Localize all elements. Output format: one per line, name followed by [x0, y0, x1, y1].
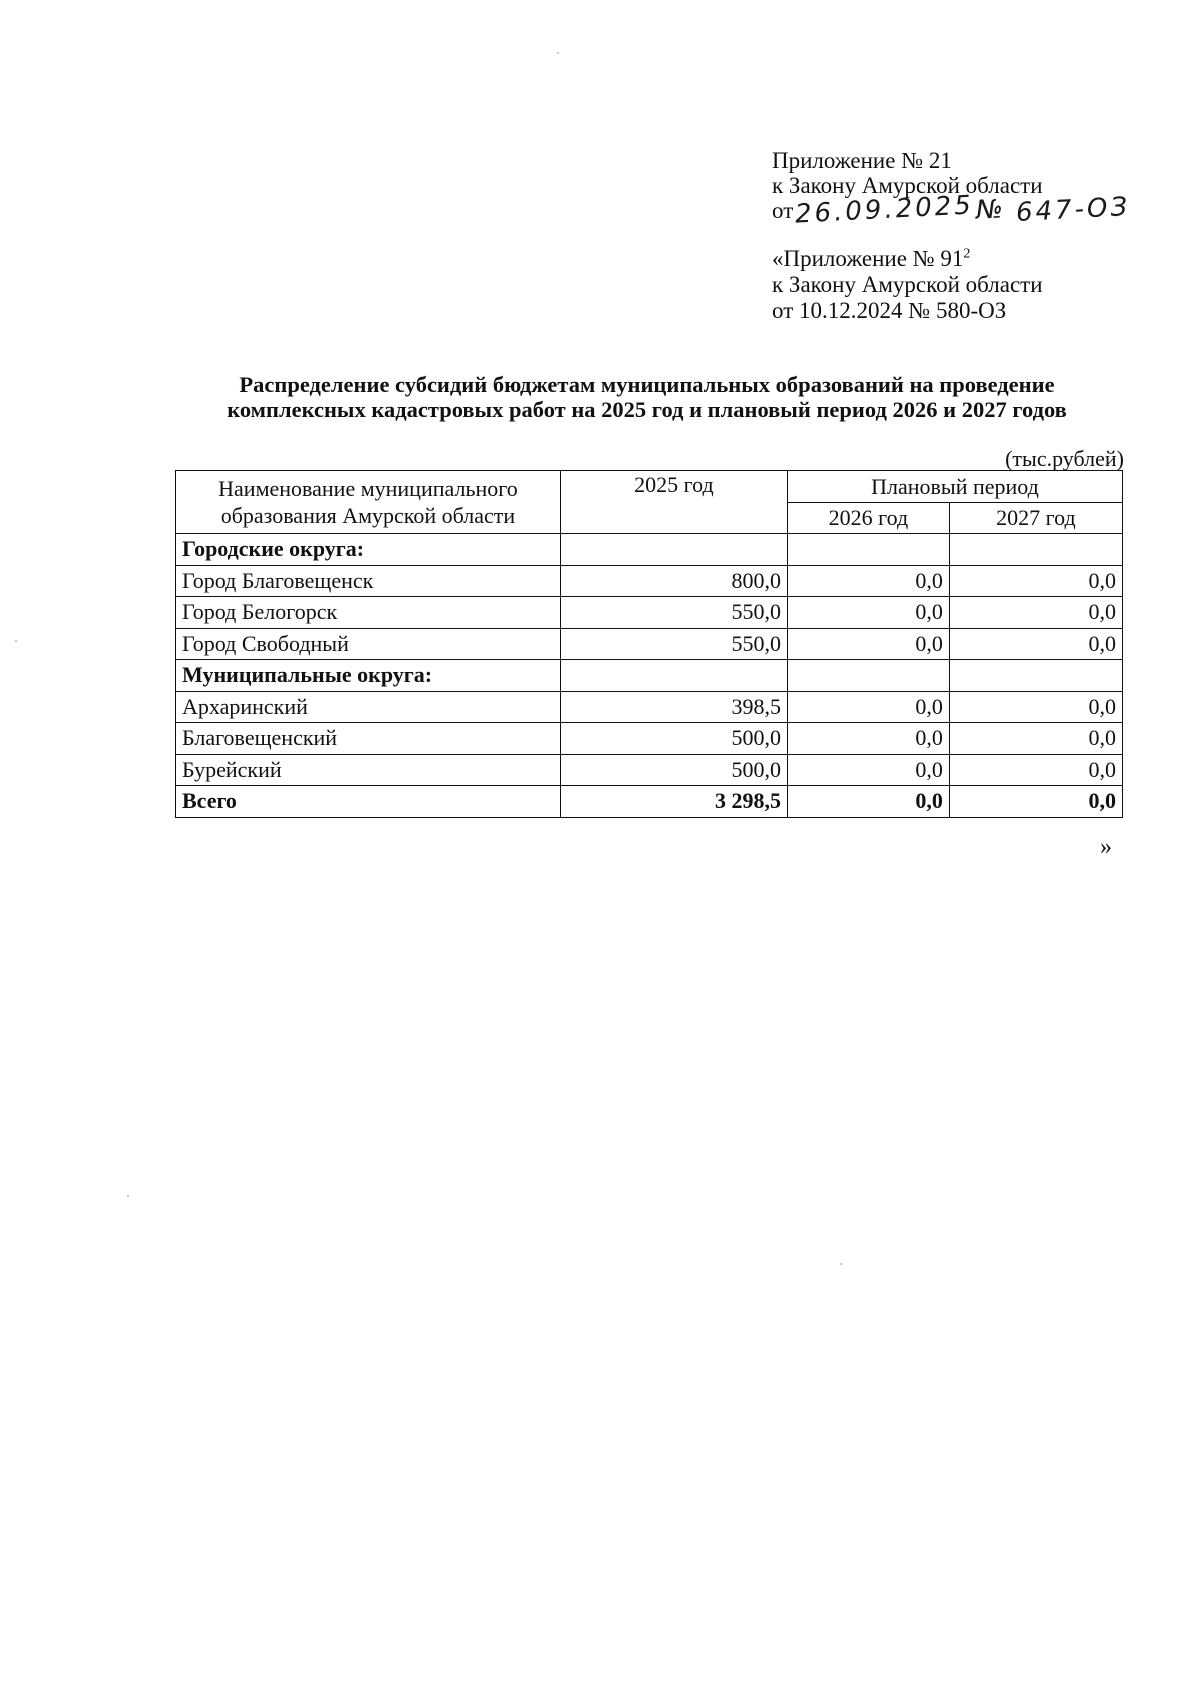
header-2025: 2025 год — [560, 471, 787, 534]
total-value-2025: 3 298,5 — [560, 786, 787, 818]
row-value-2026: 0,0 — [787, 754, 949, 786]
handwritten-law-number: 647-ОЗ — [1015, 192, 1132, 228]
scan-speck — [557, 52, 559, 54]
header-planned-period: Плановый период — [787, 471, 1122, 503]
table-row — [176, 723, 1123, 755]
scan-speck — [127, 1195, 129, 1197]
table-header-row — [176, 471, 1123, 503]
previous-appendix-block — [772, 246, 1043, 324]
row-value-2027: 0,0 — [949, 597, 1122, 629]
row-name: Бурейский — [176, 754, 561, 786]
previous-appendix-law: к Закону Амурской области — [772, 272, 1043, 297]
closing-quote: » — [1100, 834, 1112, 860]
total-value-2027: 0,0 — [949, 786, 1122, 818]
header-2027: 2027 год — [949, 502, 1122, 534]
total-label: Всего — [176, 786, 561, 818]
table-row — [176, 660, 1123, 692]
row-name: Архаринский — [176, 691, 561, 723]
table-row — [176, 597, 1123, 629]
row-value-2025: 500,0 — [560, 723, 787, 755]
row-value-2025 — [560, 534, 787, 566]
handwritten-no-mark: № — [975, 194, 1007, 226]
row-name: Город Белогорск — [176, 597, 561, 629]
row-value-2027: 0,0 — [949, 691, 1122, 723]
table-row — [176, 534, 1123, 566]
row-name: Муниципальные округа: — [176, 660, 561, 692]
row-name: Благовещенский — [176, 723, 561, 755]
row-value-2027: 0,0 — [949, 628, 1122, 660]
document-title — [150, 372, 1144, 422]
total-value-2026: 0,0 — [787, 786, 949, 818]
previous-appendix-number — [772, 246, 1043, 272]
row-value-2026: 0,0 — [787, 628, 949, 660]
table-total-row — [176, 786, 1123, 818]
row-value-2025: 550,0 — [560, 597, 787, 629]
row-value-2027: 0,0 — [949, 754, 1122, 786]
previous-appendix-label: «Приложение № 91 — [772, 246, 964, 271]
appendix-number: Приложение № 21 — [772, 148, 952, 173]
row-value-2025: 398,5 — [560, 691, 787, 723]
handwritten-date: 26.09.2025 — [794, 190, 975, 230]
table-row — [176, 565, 1123, 597]
row-name: Город Благовещенск — [176, 565, 561, 597]
row-value-2027: 0,0 — [949, 565, 1122, 597]
table-row — [176, 754, 1123, 786]
appendix-block — [772, 148, 1132, 230]
appendix-date-line — [772, 190, 1132, 230]
scan-speck — [840, 1263, 842, 1265]
row-value-2027: 0,0 — [949, 723, 1122, 755]
table-row — [176, 628, 1123, 660]
scan-speck — [15, 640, 17, 642]
table-row — [176, 691, 1123, 723]
row-value-2026: 0,0 — [787, 723, 949, 755]
row-value-2026 — [787, 534, 949, 566]
row-name: Городские округа: — [176, 534, 561, 566]
previous-appendix-superscript: 2 — [963, 246, 971, 262]
row-value-2025: 500,0 — [560, 754, 787, 786]
title-line-2: комплексных кадастровых работ на 2025 год и плановый период 2026 и 2027 годов — [227, 397, 1067, 422]
previous-appendix-date: от 10.12.2024 № 580-ОЗ — [772, 298, 1007, 323]
header-name: Наименование муниципального образования Амурской области — [176, 471, 561, 534]
row-name: Город Свободный — [176, 628, 561, 660]
appendix-date-prefix: от — [772, 198, 794, 223]
appendix-law: к Закону Амурской области — [772, 173, 1043, 198]
row-value-2026: 0,0 — [787, 597, 949, 629]
row-value-2026: 0,0 — [787, 565, 949, 597]
title-line-1: Распределение субсидий бюджетам муниципальных образований на проведение — [239, 372, 1055, 397]
row-value-2026: 0,0 — [787, 691, 949, 723]
units-label: (тыс.рублей) — [1005, 446, 1124, 471]
row-value-2027 — [949, 534, 1122, 566]
row-value-2025: 800,0 — [560, 565, 787, 597]
row-value-2025: 550,0 — [560, 628, 787, 660]
row-value-2027 — [949, 660, 1122, 692]
row-value-2025 — [560, 660, 787, 692]
row-value-2026 — [787, 660, 949, 692]
header-2026: 2026 год — [787, 502, 949, 534]
subsidy-table — [175, 470, 1123, 818]
